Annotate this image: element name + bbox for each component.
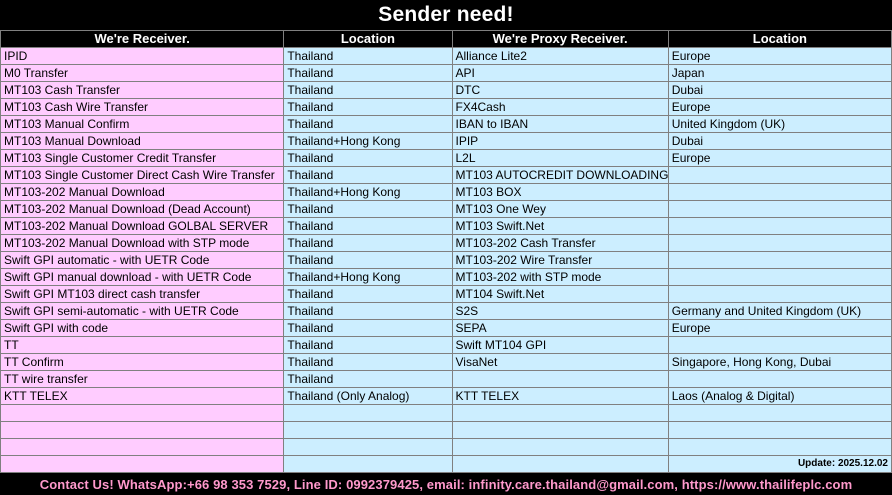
cell-receiver: Swift GPI with code: [1, 320, 284, 337]
cell-receiver: Swift GPI automatic - with UETR Code: [1, 252, 284, 269]
cell-proxy-receiver: [452, 422, 668, 439]
cell-proxy-location: [668, 201, 891, 218]
cell-proxy-receiver: MT103 AUTOCREDIT DOWNLOADING: [452, 167, 668, 184]
cell-proxy-receiver: DTC: [452, 82, 668, 99]
cell-receiver: [1, 422, 284, 439]
cell-proxy-receiver: MT103-202 with STP mode: [452, 269, 668, 286]
cell-proxy-receiver: FX4Cash: [452, 99, 668, 116]
cell-receiver-location: [284, 405, 452, 422]
cell-proxy-location: United Kingdom (UK): [668, 116, 891, 133]
cell-receiver-location: Thailand (Only Analog): [284, 388, 452, 405]
table-row: [1, 99, 892, 116]
cell-receiver: [1, 439, 284, 456]
cell-proxy-location: [668, 337, 891, 354]
cell-receiver: MT103-202 Manual Download (Dead Account): [1, 201, 284, 218]
cell-receiver: KTT TELEX: [1, 388, 284, 405]
cell-receiver: M0 Transfer: [1, 65, 284, 82]
column-header-receiver: We're Receiver.: [1, 31, 284, 48]
cell-receiver: TT: [1, 337, 284, 354]
table-row: [1, 201, 892, 218]
cell-receiver: MT103-202 Manual Download: [1, 184, 284, 201]
services-table: [0, 30, 892, 473]
cell-proxy-receiver: SEPA: [452, 320, 668, 337]
table-row: [1, 235, 892, 252]
cell-proxy-receiver: API: [452, 65, 668, 82]
cell-receiver-location: Thailand+Hong Kong: [284, 269, 452, 286]
cell-receiver-location: Thailand: [284, 99, 452, 116]
table-update-row: [1, 456, 892, 473]
cell-receiver: MT103 Cash Wire Transfer: [1, 99, 284, 116]
cell-receiver-location: [284, 439, 452, 456]
cell-receiver: Swift GPI semi-automatic - with UETR Code: [1, 303, 284, 320]
table-row: [1, 337, 892, 354]
table-row: [1, 439, 892, 456]
cell-proxy-location: Dubai: [668, 82, 891, 99]
page-title: [0, 0, 892, 30]
cell-receiver: IPID: [1, 48, 284, 65]
cell-receiver: MT103 Cash Transfer: [1, 82, 284, 99]
cell-proxy-location: Germany and United Kingdom (UK): [668, 303, 891, 320]
table-row: [1, 286, 892, 303]
cell-proxy-receiver: KTT TELEX: [452, 388, 668, 405]
cell-receiver-location: Thailand: [284, 354, 452, 371]
update-label: Update: 2025.12.02: [668, 456, 891, 473]
cell-proxy-location: [668, 252, 891, 269]
table-row: [1, 167, 892, 184]
cell-receiver-location: Thailand: [284, 218, 452, 235]
table-row: [1, 82, 892, 99]
table-header-row: [1, 31, 892, 48]
cell-receiver-location: Thailand: [284, 48, 452, 65]
cell-proxy-location: [668, 218, 891, 235]
table-row: [1, 48, 892, 65]
cell-proxy-receiver: MT103 Swift.Net: [452, 218, 668, 235]
table-row: [1, 218, 892, 235]
cell-proxy-receiver: Alliance Lite2: [452, 48, 668, 65]
cell-proxy-location: [668, 422, 891, 439]
cell-receiver-location: [284, 456, 452, 473]
cell-receiver-location: Thailand: [284, 167, 452, 184]
cell-proxy-receiver: Swift MT104 GPI: [452, 337, 668, 354]
cell-proxy-receiver: MT103-202 Cash Transfer: [452, 235, 668, 252]
cell-receiver: MT103 Single Customer Direct Cash Wire Transfer: [1, 167, 284, 184]
cell-proxy-receiver: S2S: [452, 303, 668, 320]
cell-proxy-location: Dubai: [668, 133, 891, 150]
cell-proxy-location: [668, 286, 891, 303]
cell-receiver-location: [284, 422, 452, 439]
cell-proxy-receiver: MT103 One Wey: [452, 201, 668, 218]
table-row: [1, 371, 892, 388]
table-row: [1, 269, 892, 286]
cell-proxy-receiver: MT104 Swift.Net: [452, 286, 668, 303]
cell-proxy-location: [668, 405, 891, 422]
cell-proxy-receiver: MT103-202 Wire Transfer: [452, 252, 668, 269]
cell-proxy-location: [668, 184, 891, 201]
cell-proxy-location: [668, 235, 891, 252]
cell-receiver: TT Confirm: [1, 354, 284, 371]
cell-receiver-location: Thailand: [284, 371, 452, 388]
table-row: [1, 133, 892, 150]
cell-receiver-location: Thailand: [284, 201, 452, 218]
cell-receiver: Swift GPI MT103 direct cash transfer: [1, 286, 284, 303]
table-row: [1, 320, 892, 337]
cell-proxy-receiver: IBAN to IBAN: [452, 116, 668, 133]
cell-receiver: MT103 Single Customer Credit Transfer: [1, 150, 284, 167]
cell-receiver: TT wire transfer: [1, 371, 284, 388]
table-body: [1, 48, 892, 473]
cell-receiver: MT103-202 Manual Download with STP mode: [1, 235, 284, 252]
cell-receiver: [1, 405, 284, 422]
column-header-receiver-location: Location: [284, 31, 452, 48]
cell-receiver-location: Thailand: [284, 286, 452, 303]
cell-proxy-location: [668, 269, 891, 286]
cell-proxy-location: Europe: [668, 99, 891, 116]
cell-proxy-location: Europe: [668, 48, 891, 65]
cell-proxy-location: Europe: [668, 150, 891, 167]
page-title-text: Sender need!: [378, 3, 514, 26]
table-row: [1, 65, 892, 82]
cell-proxy-receiver: L2L: [452, 150, 668, 167]
table-row: [1, 303, 892, 320]
cell-proxy-receiver: MT103 BOX: [452, 184, 668, 201]
table-row: [1, 388, 892, 405]
contact-footer: [0, 473, 892, 495]
table-row: [1, 354, 892, 371]
cell-proxy-location: [668, 167, 891, 184]
table-row: [1, 150, 892, 167]
cell-proxy-receiver: [452, 405, 668, 422]
table-row: [1, 116, 892, 133]
table-row: [1, 184, 892, 201]
cell-proxy-receiver: [452, 439, 668, 456]
cell-receiver-location: Thailand: [284, 82, 452, 99]
table-row: [1, 422, 892, 439]
cell-receiver-location: Thailand: [284, 252, 452, 269]
table-row: [1, 405, 892, 422]
table-row: [1, 252, 892, 269]
cell-receiver-location: Thailand: [284, 150, 452, 167]
column-header-proxy-receiver: We're Proxy Receiver.: [452, 31, 668, 48]
cell-receiver: MT103 Manual Confirm: [1, 116, 284, 133]
cell-receiver-location: Thailand+Hong Kong: [284, 184, 452, 201]
table-header: [1, 31, 892, 48]
cell-receiver-location: Thailand: [284, 337, 452, 354]
column-header-proxy-location: Location: [668, 31, 891, 48]
cell-proxy-receiver: VisaNet: [452, 354, 668, 371]
cell-proxy-location: [668, 439, 891, 456]
cell-proxy-receiver: IPIP: [452, 133, 668, 150]
cell-receiver-location: Thailand: [284, 320, 452, 337]
cell-proxy-location: Singapore, Hong Kong, Dubai: [668, 354, 891, 371]
cell-proxy-location: [668, 371, 891, 388]
cell-receiver-location: Thailand+Hong Kong: [284, 133, 452, 150]
contact-footer-text: Contact Us! WhatsApp:+66 98 353 7529, Line ID: 0992379425, email: infinity.care.thailand@gmail.com, https://www.thailifeplc.com: [39, 476, 853, 492]
cell-proxy-location: Japan: [668, 65, 891, 82]
cell-receiver: MT103 Manual Download: [1, 133, 284, 150]
cell-receiver-location: Thailand: [284, 65, 452, 82]
cell-proxy-receiver: [452, 371, 668, 388]
cell-proxy-receiver: [452, 456, 668, 473]
cell-receiver: [1, 456, 284, 473]
cell-receiver-location: Thailand: [284, 303, 452, 320]
cell-proxy-location: Laos (Analog & Digital): [668, 388, 891, 405]
cell-receiver-location: Thailand: [284, 116, 452, 133]
cell-proxy-location: Europe: [668, 320, 891, 337]
cell-receiver: MT103-202 Manual Download GOLBAL SERVER: [1, 218, 284, 235]
cell-receiver-location: Thailand: [284, 235, 452, 252]
cell-receiver: Swift GPI manual download - with UETR Code: [1, 269, 284, 286]
